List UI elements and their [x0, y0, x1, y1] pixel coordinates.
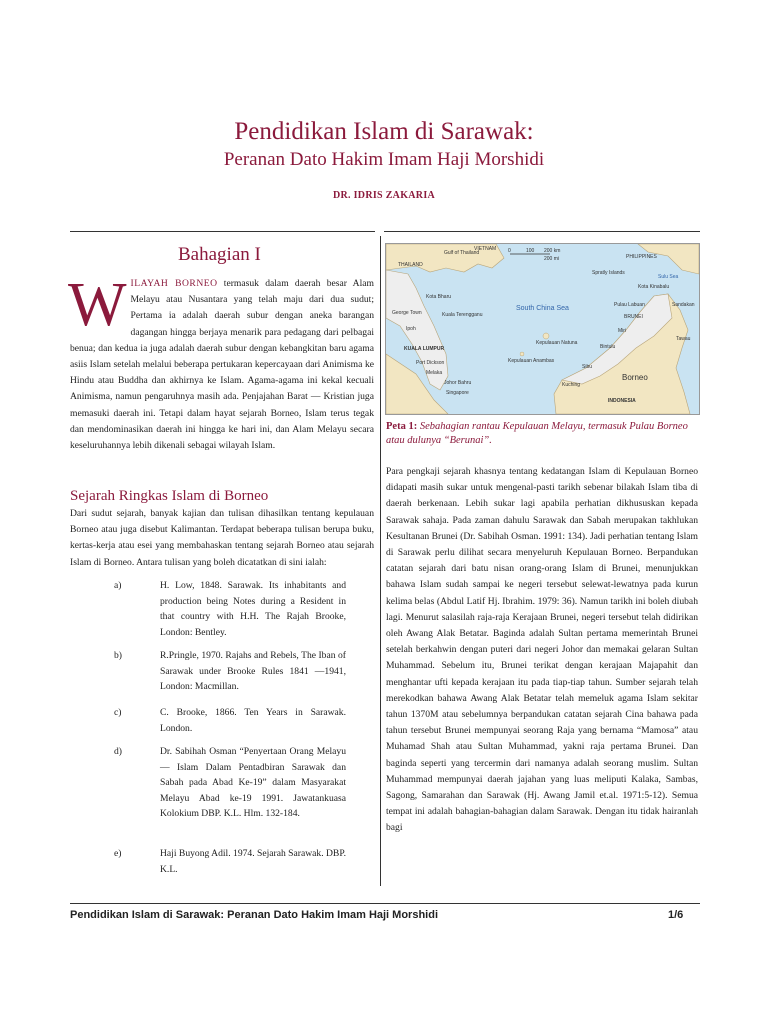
- map-label: Gulf of Thailand: [444, 250, 480, 256]
- map-label: BRUNEI: [624, 314, 643, 320]
- map-island-natuna: [543, 333, 549, 339]
- map-label: PHILIPPINES: [626, 254, 657, 260]
- map-scale-label: 100: [526, 248, 535, 254]
- reference-item: [114, 744, 354, 840]
- reference-list: [114, 578, 354, 878]
- map-scale-label: 200 mi: [544, 256, 560, 262]
- column-divider: [380, 236, 381, 886]
- reference-label: c): [114, 707, 122, 718]
- map-label: Spratly Islands: [592, 270, 625, 276]
- reference-label: d): [114, 746, 122, 757]
- map-label: Bintulu: [600, 344, 616, 350]
- map-label: Port Dickson: [416, 360, 445, 366]
- reference-text: H. Low, 1848. Sarawak. Its inhabitants and production being Notes during a Resident in that country with H.H. The Rajah Brooke, London: Bentley.: [160, 580, 346, 638]
- map-label: Miri: [618, 328, 627, 334]
- reference-text: C. Brooke, 1866. Ten Years in Sarawak. London.: [160, 707, 346, 734]
- page-number: 1/6: [668, 909, 684, 921]
- map-label: Johor Bahru: [444, 380, 472, 386]
- caption-label: Peta 1:: [386, 421, 418, 432]
- reference-label: a): [114, 580, 122, 591]
- right-paragraph: Para pengkaji sejarah khasnya tentang kedatangan Islam di Kepulauan Borneo didapati masih sukar untuk mengenal-pasti tarikh sebenar bilakah Islam tiba di daerah berkenaan. Lebih sukar lagi apabila perhatian dikhususkan kepada Sarawak sahaja. Pada zaman dahulu Sarawak dan Sabah merupakan takhlukan Kesultanan Brunei (Dr. Sabihah Osman. 1991: 134). Jadi perhatian tentang Islam di Sarawak perlu dilihat secara menyeluruh Kepulauan Borneo. Berpandukan catatan sejarah dari batu nisan orang-orang Islam di Brunei, menunjukkan bahawa Islam sudah sampai ke negeri tersebut selewat-lewatnya pada kurun kelima belas (Abdul Latif Hj. Ibrahim. 1979: 36). Namun tarikh ini boleh diubah lagi. Menurut salasilah raja-raja Kerajaan Brunei, negeri tersebut telah didirikan oleh Awang Alak Betatar. Baginda adalah Sultan pertama memerintah Brunei setelah berkahwin dengan puteri dari negeri Johor dan memakai gelaran Sultan Muhammad. Sebelum itu, Brunei terikat dengan kerajaan Majapahit dan menghantar ufti kepada kerajaan itu pada tiap-tiap tahun. Sumber sejarah telah merekodkan bahawa Awang Alak Betatar telah memeluk agama Islam sekitar tahun 1370M atau sebelumnya berpandukan catatan sejarah Cina bahawa pada tahun tersebut Brunei mempunyai seorang Raja yang bernama “Mamosa” atau Muhamad Shah atau Sultan Muhammad, yakni raja pertama Brunei. Dan baginda seperti yang tercermin dari namanya adalah seorang muslim. Sultan Muhammad mempunyai daerah jajahan yang luas meliputi Kalaka, Sambas, Sagong, Samarahan dan Sarawak (Hj. Awang Jamil et.al. 1971:5-12). Semua tempat ini adalah bahagian-bahagian dalam Sarawak. Dengan itu tidak hairanlah bagi: [386, 466, 698, 834]
- section-title: Bahagian I: [178, 244, 261, 265]
- map-label: George Town: [392, 310, 422, 316]
- reference-label: b): [114, 650, 122, 661]
- map-label: Ipoh: [406, 326, 416, 332]
- reference-text: Haji Buyong Adil. 1974. Sejarah Sarawak. DBP. K.L.: [160, 848, 346, 875]
- map-label: Kota Bharu: [426, 294, 452, 300]
- map-scale-label: 200 km: [544, 248, 561, 254]
- map-label: KUALA LUMPUR: [404, 346, 445, 352]
- map-island-anambas: [520, 352, 524, 356]
- map-label: INDONESIA: [608, 398, 636, 404]
- map-label: South China Sea: [516, 305, 569, 312]
- map-label: VIETNAM: [474, 246, 497, 252]
- author-name: DR. IDRIS ZAKARIA: [332, 190, 436, 201]
- map-label: Sandakan: [672, 302, 695, 308]
- map-label: THAILAND: [398, 262, 423, 268]
- intro-text: termasuk dalam daerah besar Alam Melayu atau Nusantara yang telah maju dari dua sudut; Pertama ia adalah daerah subur dengan aneka barangan dagangan hingga berjaya menarik para pedagang dari pelbagai benua; dan kedua ia juga adalah daerah subur dengan kebangkitan baru agama asiis Islam setelah melalui beberapa pertukaran kepercayaan dari Animisma ke Hindu atau Buddha dan akhirnya ke Islam. Agama-agama ini kekal kecuali Animisma, namun pengaruhnya masih ada. Penjajahan Barat — Kristian juga memasuki daerah ini. Tetapi dalam hayat sejarah Borneo, Islam terus tegak dan mendominasikan daerah ini hingga ke hari ini, dan Alam Melayu secara keseluruhannya lebih dikenali sebagai wilayah Islam.: [70, 278, 374, 452]
- map-label: Melaka: [426, 370, 443, 376]
- map-label: Pulau Labuan: [614, 302, 645, 308]
- footer-title: Pendidikan Islam di Sarawak: Peranan Dato Hakim Imam Haji Morshidi: [70, 909, 439, 921]
- top-rule-right: [384, 231, 700, 232]
- intro-paragraph: [68, 271, 374, 454]
- reference-text: Dr. Sabihah Osman “Penyertaan Orang Melayu — Islam Dalam Pentadbiran Sarawak dan Sabah pada Abad Ke-19” dalam Masyarakat Melayu Abad ke-19 1991. Jawatankuasa Kolokium DBP. K.L. Hlm. 132-184.: [160, 746, 346, 819]
- reference-item: [114, 705, 354, 739]
- map-figure: [385, 243, 700, 415]
- map-label: Sulu Sea: [658, 274, 679, 280]
- map-label: Kuala Terengganu: [442, 312, 483, 318]
- history-paragraph: Dari sudut sejarah, banyak kajian dan tulisan dihasilkan tentang kepulauan Borneo atau juga disebut Kalimantan. Terdapat beberapa tulisan berupa buku, kertas-kerja atau esei yang membahaskan tentang sejarah Borneo atau sejarah Islam di Borneo. Antara tulisan yang boleh dicatatkan di sini ialah:: [70, 508, 374, 568]
- map-label: Kota Kinabalu: [638, 284, 670, 290]
- map-label: Kuching: [562, 382, 581, 388]
- subsection-title: Sejarah Ringkas Islam di Borneo: [70, 488, 269, 504]
- footer-rule: [70, 903, 700, 904]
- map-label: Sibu: [582, 364, 593, 370]
- map-label: Kepulauan Natuna: [536, 340, 578, 346]
- map-label: Borneo: [622, 373, 648, 382]
- drop-cap: W: [68, 271, 127, 339]
- map-caption: [386, 420, 698, 448]
- reference-item: [114, 648, 354, 698]
- reference-item: [114, 578, 354, 644]
- borneo-map: [386, 244, 699, 414]
- lead-words: ILAYAH BORNEO: [130, 278, 218, 289]
- map-label: Kepulauan Anambas: [508, 358, 555, 364]
- page-title: Pendidikan Islam di Sarawak:: [234, 118, 534, 145]
- map-label: Tawau: [676, 336, 691, 342]
- caption-text: Sebahagian rantau Kepulauan Melayu, termasuk Pulau Borneo atau dulunya “Berunai”.: [386, 421, 688, 446]
- reference-item: [114, 846, 354, 880]
- top-rule-left: [70, 231, 375, 232]
- page-subtitle: Peranan Dato Hakim Imam Haji Morshidi: [223, 149, 545, 170]
- reference-label: e): [114, 848, 122, 859]
- reference-text: R.Pringle, 1970. Rajahs and Rebels, The Iban of Sarawak under Brooke Rules 1841 —1941, London: Macmillan.: [160, 650, 346, 692]
- map-label: Singapore: [446, 390, 469, 396]
- map-scale-label: 0: [508, 248, 511, 254]
